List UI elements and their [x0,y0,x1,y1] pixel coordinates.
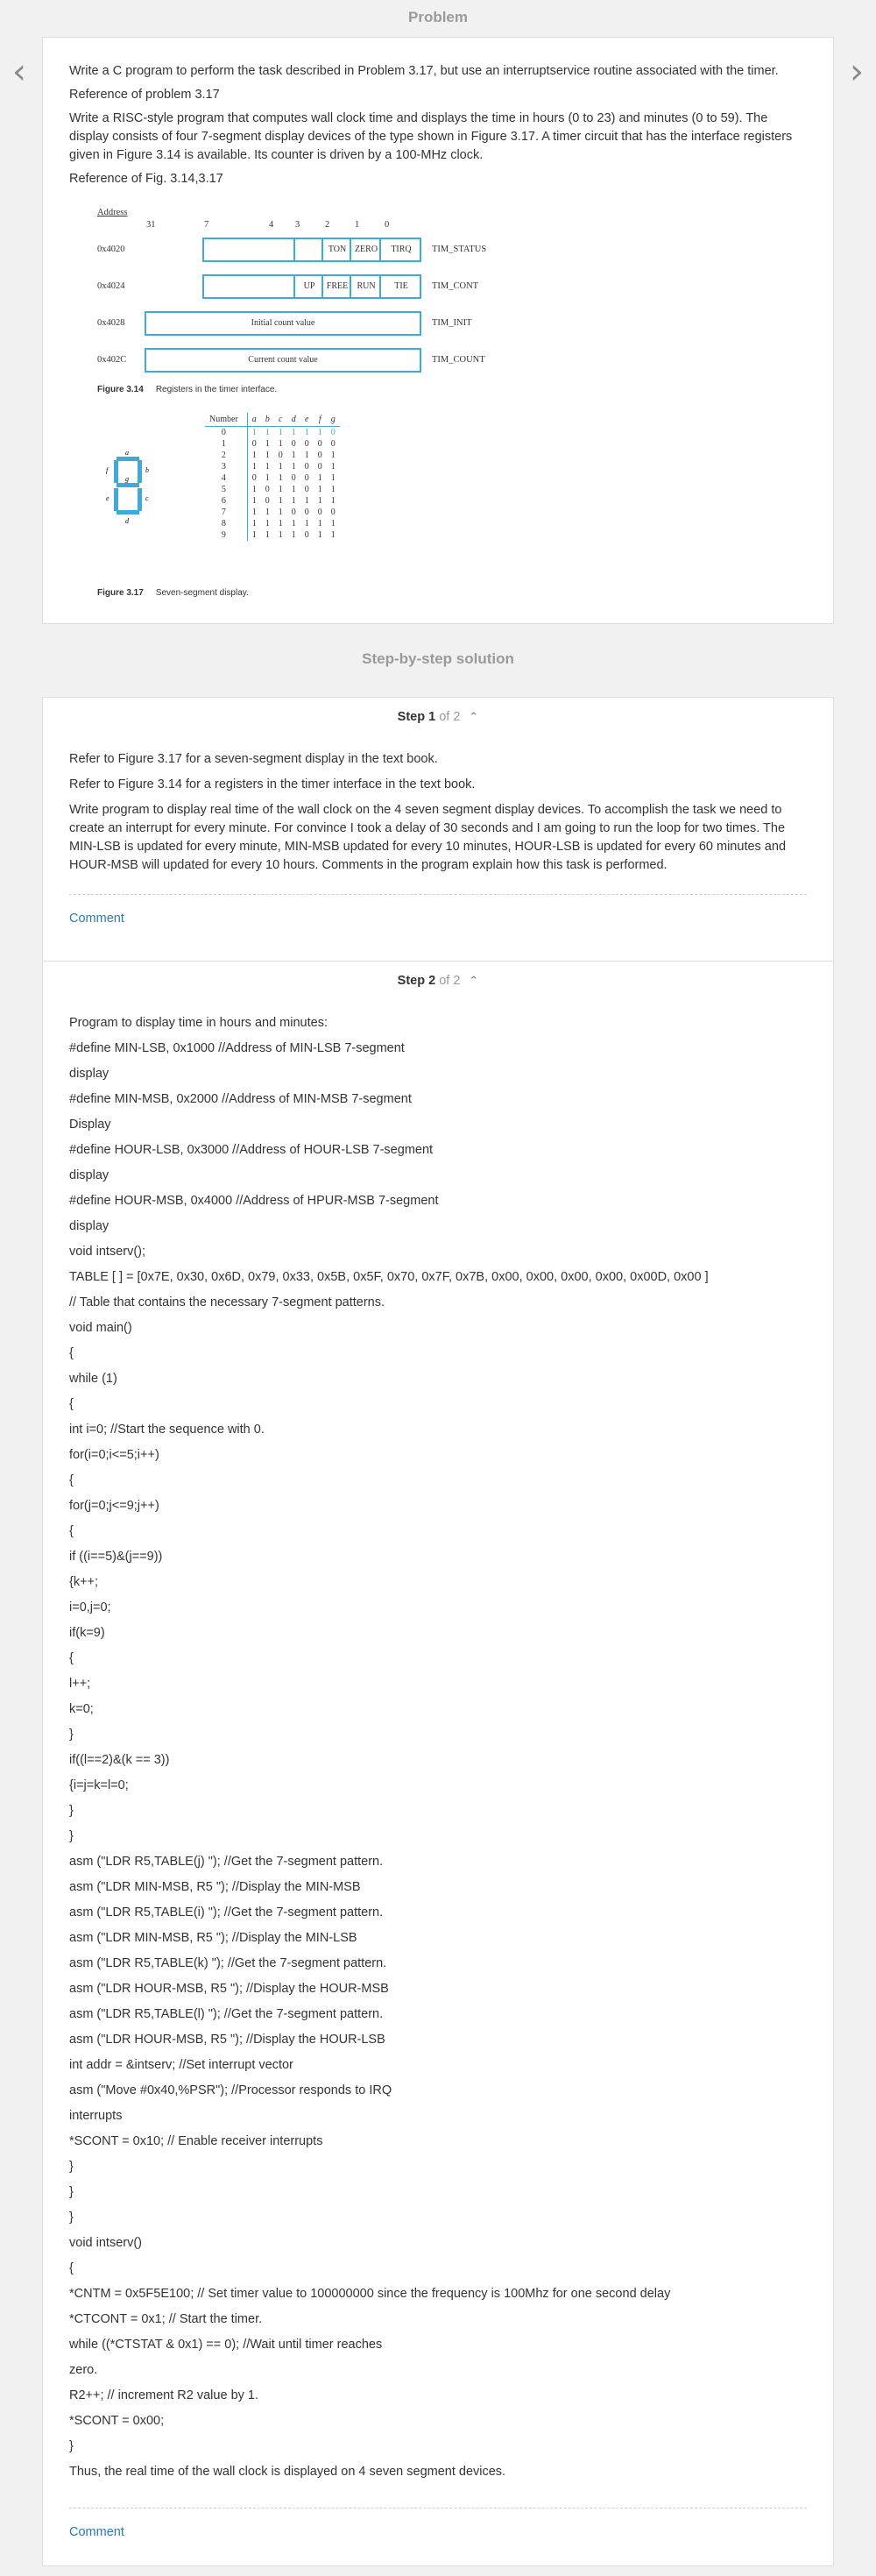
divider [69,2508,807,2509]
register-cell-up: UP [293,276,323,297]
step-2-line: R2++; // increment R2 value by 1. [69,2388,258,2402]
table-cell: 0 [304,439,309,449]
figure-reference-heading: Reference of Fig. 3.14,3.17 [69,172,223,186]
table-row [205,495,340,507]
table-cell: 1 [251,519,257,529]
table-cell: 1 [291,519,296,529]
table-cell: 1 [251,507,257,517]
step-2-line: while (1) [69,1372,117,1386]
chevron-up-icon[interactable]: ⌃ [469,711,479,724]
table-cell: 1 [317,485,322,494]
step-2-line: asm ("LDR MIN-MSB, R5 "); //Display the MIN-MSB [69,1880,361,1894]
step-1-line: Write program to display real time of the wall clock on the 4 seven segment display devices. To accomplish the task we need to create an interrupt for every minute. For convince I took a delay of 30 seconds and I am going to run the loop for two times. The MIN-LSB is updated for every minute, MIN-MSB updated for every 10 minutes, HOUR-LSB is updated for every 60 minutes and HOUR-MSB will updated for every 10 hours. Comments in the program explain how this task is performed. [69,803,787,872]
step-count: of 2 [439,974,461,988]
table-cell: 1 [291,530,296,540]
table-cell: 1 [304,496,309,506]
bit-label: 31 [146,220,156,230]
step-2-line: { [69,1346,74,1360]
table-cell: 1 [251,428,257,437]
step-2-line: } [69,2439,74,2453]
register-name: TIM_INIT [432,318,472,328]
table-cell: 2 [205,450,247,461]
table-cell: 0 [304,507,309,517]
step-2-line: asm ("LDR HOUR-MSB, R5 "); //Display the HOUR-LSB [69,2033,385,2047]
problem-statement: Write a C program to perform the task described in Problem 3.17, but use an interruptservice routine associated with the timer. [69,64,779,78]
step-2-line: *CTCONT = 0x1; // Start the timer. [69,2312,263,2326]
table-cell: 1 [278,496,283,506]
step-2-line: { [69,1473,74,1487]
bit-label: 0 [385,220,390,230]
step-2-line: int i=0; //Start the sequence with 0. [69,1423,265,1437]
table-cell: 0 [304,485,309,494]
table-cell: 0 [291,473,296,483]
table-cell: 1 [265,428,270,437]
table-cell: 1 [317,428,322,437]
segment-letter: c [145,494,149,502]
table-cell: 1 [265,473,270,483]
table-cell: 1 [330,496,336,506]
table-cell: 7 [205,507,247,518]
step-2-line: k=0; [69,1702,94,1716]
figure-3-14-caption [97,385,277,394]
table-cell: 1 [317,519,322,529]
chevron-left-icon[interactable]: ‹ [12,52,26,92]
table-cell: 0 [205,427,247,439]
step-2-line: for(i=0;i<=5;i++) [69,1448,159,1462]
table-cell: 0 [265,485,270,494]
table-cell: 0 [317,439,322,449]
bit-label: 2 [325,220,330,230]
table-cell: 1 [291,496,296,506]
table-cell: 1 [317,473,322,483]
register-name: TIM_CONT [432,281,479,291]
table-row [205,438,340,450]
figure-3-14 [69,208,525,397]
step-2-line: asm ("LDR HOUR-MSB, R5 "); //Display the HOUR-MSB [69,1982,389,1996]
step-2-line: } [69,1829,74,1843]
table-cell: 1 [330,451,336,460]
table-cell: 1 [205,438,247,450]
table-cell: 1 [265,462,270,472]
table-cell: 0 [278,451,283,460]
table-cell: 1 [330,519,336,529]
register-name: TIM_COUNT [432,355,485,365]
register-tim-count: Current count value [145,348,421,373]
table-cell: 0 [317,507,322,517]
table-header: d [287,413,300,427]
table-cell: 1 [278,428,283,437]
table-header: a [247,413,261,427]
table-cell: 4 [205,472,247,484]
table-cell: 1 [291,462,296,472]
register-address: 0x4020 [97,245,125,254]
table-cell: 1 [265,507,270,517]
register-cell-run: RUN [350,276,381,297]
step-2-line: l++; [69,1677,91,1691]
step-2-line: { [69,2261,74,2275]
table-cell: 0 [291,507,296,517]
step-2-line: asm ("LDR R5,TABLE(j) "); //Get the 7-segment pattern. [69,1855,384,1869]
step-label: Step 1 [397,710,436,724]
segment-letter: d [125,517,129,525]
step-2-line: display [69,1219,110,1233]
step-label: Step 2 [397,974,436,988]
step-2-line: i=0,j=0; [69,1600,111,1614]
segment-truth-table [205,413,340,541]
table-row [205,472,340,484]
caption-text: Registers in the timer interface. [155,385,278,394]
seven-segment-display-icon [104,450,157,529]
table-cell: 1 [278,462,283,472]
comment-link[interactable]: Comment [69,912,124,926]
solution-title: Step-by-step solution [362,650,514,667]
step-2-line: asm ("LDR R5,TABLE(l) "); //Get the 7-segment pattern. [69,2007,384,2021]
bit-label: 3 [295,220,300,230]
step-2-line: { [69,1651,74,1665]
bit-label: 4 [269,220,274,230]
table-cell: 9 [205,529,247,541]
step-1-line: Refer to Figure 3.14 for a registers in the timer interface in the text book. [69,777,476,791]
problem-title: Problem [407,9,469,25]
table-cell: 1 [278,473,283,483]
step-1-line: Refer to Figure 3.17 for a seven-segment display in the text book. [69,752,438,766]
table-cell: 1 [278,485,283,494]
table-cell: 1 [265,530,270,540]
table-cell: 1 [251,496,257,506]
problem-card [42,37,834,624]
step-2-card [42,961,834,2566]
step-2-line: TABLE [ ] = [0x7E, 0x30, 0x6D, 0x79, 0x33, 0x5B, 0x5F, 0x70, 0x7F, 0x7B, 0x00, 0x00, 0x00, 0x00, 0x00D, 0x00 ] [69,1270,709,1284]
step-2-line: void main() [69,1321,132,1335]
step-2-line: #define MIN-LSB, 0x1000 //Address of MIN-LSB 7-segment [69,1041,405,1055]
address-header: Address [97,208,128,217]
step-1-header[interactable] [43,698,833,734]
table-header: Number [205,413,247,427]
table-header: c [274,413,287,427]
table-header: e [300,413,314,427]
step-2-line: { [69,1397,74,1411]
register-tim-status [202,238,421,262]
register-cell-ton: TON [321,239,351,260]
segment-letter: f [106,466,109,474]
table-cell: 1 [304,519,309,529]
step-count: of 2 [439,710,461,724]
table-row [205,529,340,541]
step-2-line: void intserv(); [69,1245,146,1259]
table-row [205,427,340,439]
table-cell: 0 [251,439,257,449]
segment-letter: g [125,475,129,483]
table-cell: 1 [304,428,309,437]
step-2-line: asm ("Move #0x40,%PSR"); //Processor responds to IRQ [69,2083,392,2097]
table-cell: 1 [330,462,336,472]
table-cell: 1 [330,473,336,483]
table-cell: 0 [304,473,309,483]
step-2-line: } [69,2211,74,2225]
step-2-line: } [69,2160,74,2174]
table-cell: 1 [317,530,322,540]
table-cell: 3 [205,461,247,472]
caption-text: Seven-segment display. [155,588,249,598]
caption-label: Figure 3.17 [97,588,144,598]
table-cell: 1 [291,485,296,494]
register-address: 0x402C [97,355,127,365]
step-2-line: display [69,1168,110,1182]
step-2-line: { [69,1524,74,1538]
table-header: b [261,413,274,427]
step-2-line: if(k=9) [69,1626,105,1640]
step-2-line: for(j=0;j<=9;j++) [69,1499,159,1513]
table-cell: 1 [278,507,283,517]
register-cell-tirq: TIRQ [379,239,421,260]
step-2-line: zero. [69,2363,98,2377]
step-2-line: #define HOUR-MSB, 0x4000 //Address of HPUR-MSB 7-segment [69,1194,439,1208]
step-2-line: Thus, the real time of the wall clock is displayed on 4 seven segment devices. [69,2465,506,2479]
table-cell: 5 [205,484,247,495]
table-row [205,450,340,461]
caption-label: Figure 3.14 [97,385,144,394]
table-header: f [314,413,327,427]
table-cell: 0 [330,439,336,449]
step-2-line: {i=j=k=l=0; [69,1778,129,1792]
figure-3-17-caption [97,588,249,598]
step-2-line: if((l==2)&(k == 3)) [69,1753,170,1767]
table-cell: 8 [205,518,247,529]
register-cell [293,239,321,260]
table-cell: 0 [304,530,309,540]
table-row [205,507,340,518]
register-address: 0x4024 [97,281,125,291]
step-2-line: if ((i==5)&(j==9)) [69,1550,163,1564]
step-2-line: asm ("LDR MIN-MSB, R5 "); //Display the MIN-LSB [69,1931,357,1945]
bit-label: 1 [355,220,360,230]
table-cell: 1 [291,428,296,437]
table-cell: 1 [330,530,336,540]
table-cell: 1 [291,451,296,460]
segment-letter: b [145,466,149,474]
table-cell: 1 [251,530,257,540]
step-2-line: *SCONT = 0x00; [69,2414,165,2428]
problem-reference-heading: Reference of problem 3.17 [69,88,220,102]
step-2-header[interactable] [43,962,833,998]
table-cell: 0 [317,462,322,472]
table-cell: 1 [278,439,283,449]
table-cell: 1 [330,485,336,494]
table-cell: 1 [265,519,270,529]
table-header: g [327,413,340,427]
register-tim-init: Initial count value [145,311,421,336]
segment-letter: e [106,494,110,502]
table-cell: 0 [265,496,270,506]
step-2-line: int addr = &intserv; //Set interrupt vector [69,2058,293,2072]
chevron-up-icon[interactable]: ⌃ [469,975,479,988]
table-cell: 6 [205,495,247,507]
table-cell: 1 [251,462,257,472]
problem-reference-text: Write a RISC-style program that computes wall clock time and displays the time in hours (0 to 23) and minutes (0 to 59). The display consists of four 7-segment display devices of the type shown in Figure 3.17. A timer circuit that has the interface registers given in Figure 3.14 is available. Its counter is driven by a 100-MHz clock. [69,111,793,162]
comment-link[interactable]: Comment [69,2525,124,2539]
register-address: 0x4028 [97,318,125,328]
table-cell: 0 [330,428,336,437]
step-2-line: void intserv() [69,2236,142,2250]
step-2-line: } [69,2185,74,2199]
step-2-line: *CNTM = 0x5F5E100; // Set timer value to 100000000 since the frequency is 100Mhz for one second delay [69,2287,671,2301]
table-cell: 1 [278,530,283,540]
segment-letter: a [125,450,129,457]
register-cell-tie: TIE [379,276,421,297]
register-name: TIM_STATUS [432,245,487,254]
step-2-line: asm ("LDR R5,TABLE(i) "); //Get the 7-segment pattern. [69,1905,384,1920]
register-cell-free: FREE [321,276,351,297]
table-cell: 1 [265,439,270,449]
step-2-line: #define HOUR-LSB, 0x3000 //Address of HOUR-LSB 7-segment [69,1143,434,1157]
register-cell-zero: ZERO [350,239,381,260]
step-1-card [42,697,834,962]
table-cell: 0 [251,473,257,483]
table-row [205,461,340,472]
table-cell: 0 [304,462,309,472]
table-cell: 1 [317,496,322,506]
table-cell: 1 [251,451,257,460]
step-2-line: } [69,1804,74,1818]
table-cell: 1 [304,451,309,460]
figure-3-17 [69,406,525,607]
step-2-line: asm ("LDR R5,TABLE(k) "); //Get the 7-segment pattern. [69,1956,387,1970]
table-cell: 0 [317,451,322,460]
step-2-line: #define MIN-MSB, 0x2000 //Address of MIN-MSB 7-segment [69,1092,412,1106]
register-tim-cont [202,274,421,299]
step-2-line: Program to display time in hours and minutes: [69,1016,328,1030]
table-cell: 1 [265,451,270,460]
bit-label: 7 [204,220,209,230]
step-2-line: *SCONT = 0x10; // Enable receiver interrupts [69,2134,323,2148]
step-2-line: // Table that contains the necessary 7-segment patterns. [69,1295,385,1309]
step-2-line: while ((*CTSTAT & 0x1) == 0); //Wait until timer reaches [69,2338,383,2352]
table-cell: 0 [330,507,336,517]
step-2-line: Display [69,1118,111,1132]
table-row [205,518,340,529]
step-2-line: {k++; [69,1575,99,1589]
step-2-line: display [69,1067,110,1081]
divider [69,894,807,895]
table-row [205,484,340,495]
table-cell: 0 [291,439,296,449]
table-cell: 1 [251,485,257,494]
step-2-line: interrupts [69,2109,123,2123]
table-cell: 1 [278,519,283,529]
chevron-right-icon[interactable]: › [850,52,864,92]
step-2-line: } [69,1728,74,1742]
